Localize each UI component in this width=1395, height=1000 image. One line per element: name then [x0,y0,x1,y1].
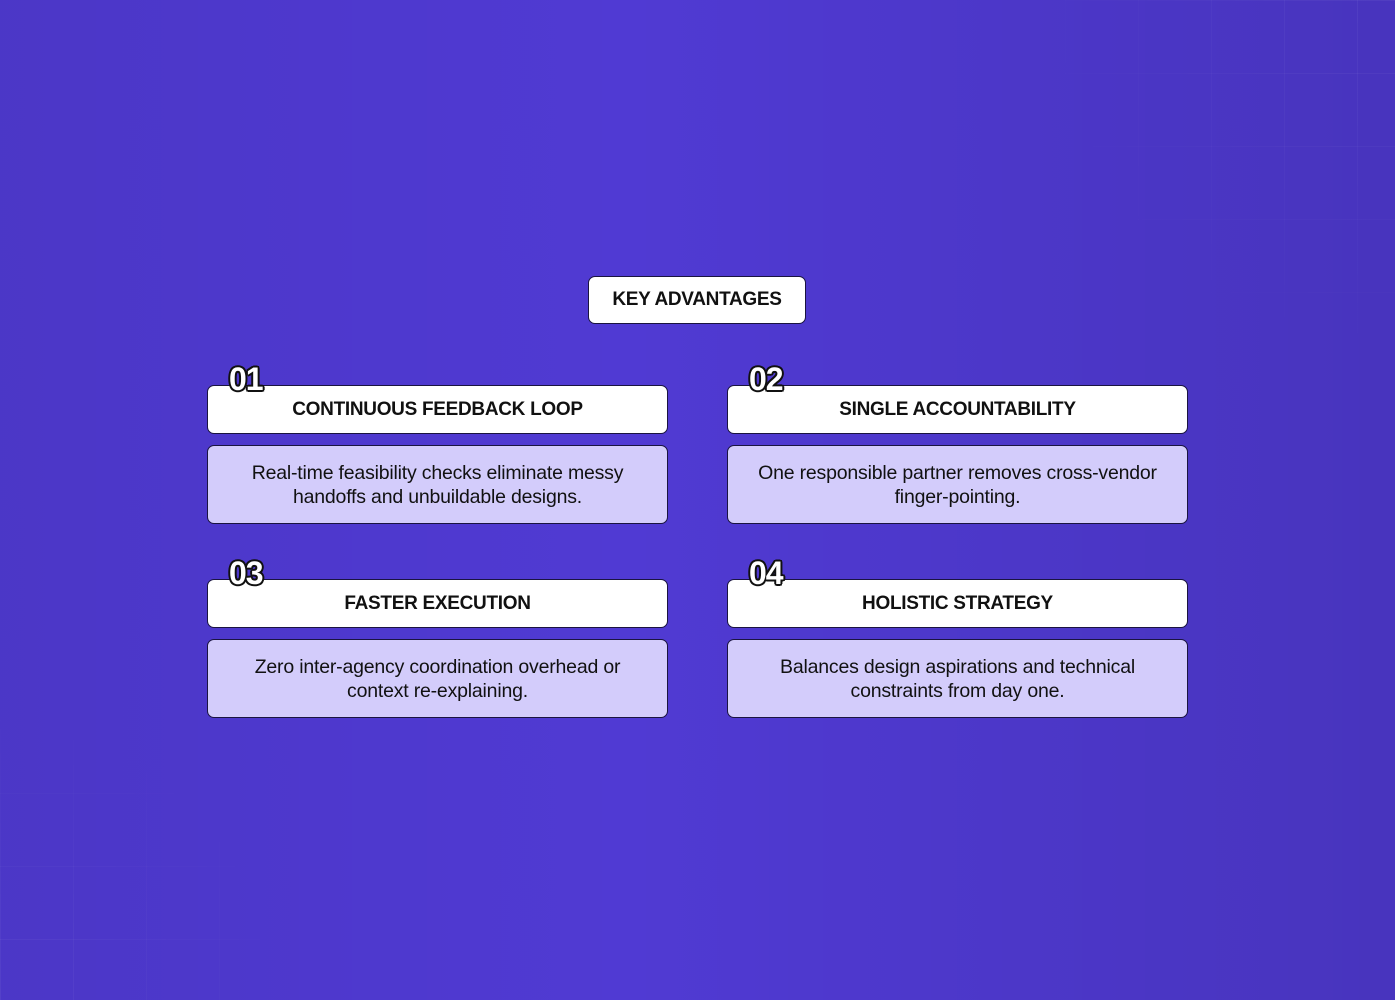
card-number: 02 [749,361,783,397]
card-number: 03 [229,555,263,591]
card-description: Real-time feasibility checks eliminate messy handoffs and unbuildable designs. [207,445,668,524]
background-grid-bottom-left [0,720,260,1000]
background-grid-top-right [1065,0,1395,340]
card-title: FASTER EXECUTION [207,579,668,628]
card-description: One responsible partner removes cross-vendor finger-pointing. [727,445,1188,524]
card-description: Balances design aspirations and technical constraints from day one. [727,639,1188,718]
card-title: HOLISTIC STRATEGY [727,579,1188,628]
card-number: 01 [229,361,263,397]
card-title: SINGLE ACCOUNTABILITY [727,385,1188,434]
section-heading: KEY ADVANTAGES [588,276,806,324]
card-number: 04 [749,555,783,591]
card-description: Zero inter-agency coordination overhead or context re-explaining. [207,639,668,718]
card-title: CONTINUOUS FEEDBACK LOOP [207,385,668,434]
